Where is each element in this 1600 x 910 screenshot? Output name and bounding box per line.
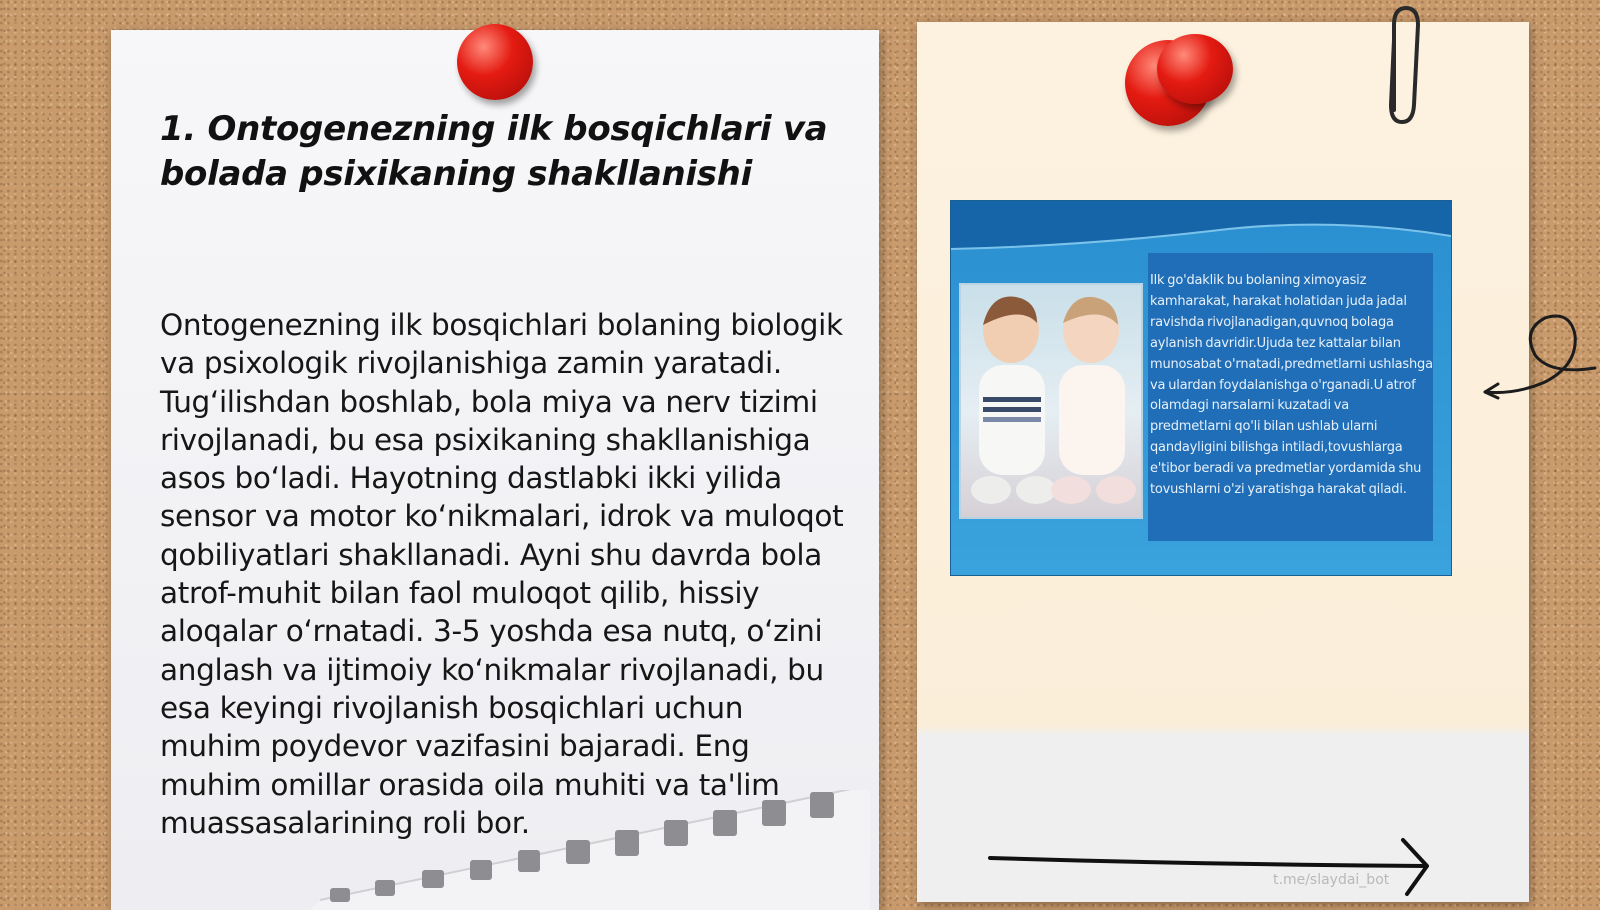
loop-arrow-icon	[1460, 310, 1600, 410]
embedded-slide-image	[950, 200, 1452, 576]
push-pin-icon	[457, 24, 533, 100]
arrow-right-icon	[985, 832, 1445, 902]
slide-title: 1. Ontogenezning ilk bosqichlari va bolada psixikaning shakllanishi	[160, 109, 828, 194]
watermark: t.me/slaydai_bot	[1273, 872, 1390, 888]
slide-body-text: Ontogenezning ilk bosqichlari bolaning biologik va psixologik rivojlanishiga zamin yaratadi. Tug‘ilishdan boshlab, bola miya va nerv tizimi rivojlanadi, bu esa psixikaning shakllanishiga asos bo‘ladi. Hayotning dastlabki ikki yilida sensor va motor ko‘nikmalari, idrok va muloqot qobiliyatlari shakllanadi. Ayni shu davrda bola atrof-muhit bilan faol muloqot qilib, hissiy aloqalar o‘rnatadi. 3-5 yoshda esa nutq, o‘zini anglash va ijtimoiy ko‘nikmalar rivojlanadi, bu esa keyingi rivojlanish bosqichlari uchun muhim poydevor vazifasini bajaradi. Eng muhim omillar orasida oila muhiti va ta'lim muassasalarining roli bor.	[160, 308, 844, 840]
paper-clip-icon	[1378, 0, 1428, 130]
babies-photo	[959, 283, 1143, 519]
slide-caption-text: Ilk go'daklik bu bolaning ximoyasiz kamharakat, harakat holatidan juda jadal ravishda rivojlanadigan,quvnoq bolaga aylanish davridir.Ujuda tez kattalar bilan munosabat o'rnatadi,predmetlarni ushlashga va ulardan foydalanishga o'rganadi.U atrof olamdagi narsalarni kuzatadi va predmetlarni qo'li bilan ushlab ularni qandayligini bilishga intiladi,tovushlarga e'tibor beradi va predmetlar yordamida shu tovushlarni o'zi yaratishga harakat qiladi.	[1148, 253, 1433, 541]
wave-decoration	[951, 201, 1451, 261]
push-pin-icon	[1157, 34, 1233, 104]
